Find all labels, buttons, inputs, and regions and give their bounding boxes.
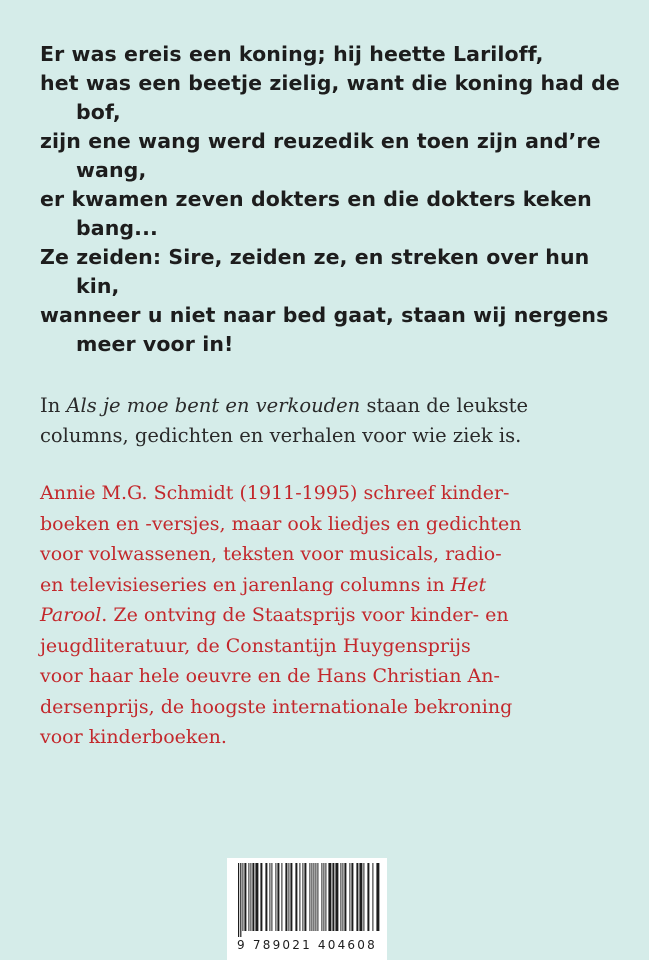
barcode-bar — [325, 863, 326, 931]
barcode-bar — [323, 863, 324, 931]
bio-line: voor kinderboeken. — [40, 726, 227, 748]
newspaper-title: Het — [450, 573, 487, 596]
barcode-bar — [281, 863, 282, 931]
barcode-bar — [248, 863, 249, 931]
barcode-bar — [313, 863, 314, 931]
barcode-bar — [363, 863, 364, 931]
intro-line: columns, gedichten en verhalen voor wie ziek is. — [40, 424, 522, 447]
poem-line: er kwamen zeven dokters en die dokters keken bang... — [40, 187, 592, 240]
barcode-bar — [356, 863, 358, 931]
bio-line: boeken en -versjes, maar ook liedjes en gedichten — [40, 512, 522, 535]
barcode-bar — [271, 863, 272, 931]
bio-line: dersenprijs, de hoogste internationale bekroning — [40, 695, 513, 718]
barcode-bar — [359, 863, 362, 931]
barcode-bar — [260, 863, 262, 931]
barcode-bar — [376, 863, 379, 931]
barcode-bar — [340, 863, 341, 931]
barcode-bar — [285, 863, 287, 931]
bio-line — [40, 570, 620, 601]
barcode-bar — [351, 863, 353, 931]
barcode-bar — [250, 863, 251, 931]
bio-text: en televisieseries en jarenlang columns in — [40, 573, 451, 596]
barcode-bar — [269, 863, 270, 931]
barcode-bar — [335, 863, 338, 931]
bio-line — [40, 600, 620, 631]
poem-excerpt — [40, 40, 620, 359]
barcode-bar — [255, 863, 258, 931]
newspaper-title: Parool — [40, 604, 102, 626]
poem-line: Er was ereis een koning; hij heette Lariloff, — [40, 42, 544, 66]
barcode-bar — [302, 863, 303, 931]
barcode-bar — [277, 863, 279, 931]
barcode-bar — [342, 863, 343, 931]
barcode-bar — [321, 863, 322, 931]
poem-line: wanneer u niet naar bed gaat, staan wij nergens meer voor in! — [40, 303, 609, 356]
barcode — [227, 858, 387, 960]
barcode-bar — [252, 863, 254, 931]
barcode-bar — [372, 863, 373, 931]
barcode-bar — [295, 863, 297, 931]
bio-text: . Ze ontving de Staatsprijs voor kinder- en — [101, 604, 509, 626]
barcode-bar — [367, 863, 369, 931]
intro-text: staan de leukste — [360, 394, 529, 417]
intro-line — [40, 391, 620, 421]
barcode-bar — [317, 863, 318, 931]
barcode-bar — [309, 863, 310, 931]
barcode-bar — [275, 863, 276, 931]
barcode-bar — [311, 863, 312, 931]
isbn-number: 9 789021 404608 — [237, 938, 377, 952]
barcode-bar — [332, 863, 334, 931]
barcode-bars — [232, 863, 382, 937]
poem-line: het was een beetje zielig, want die koning had de bof, — [40, 71, 620, 124]
poem-line: Ze zeiden: Sire, zeiden ze, en streken over hun kin, — [40, 245, 590, 298]
book-title: Als je moe bent en verkouden — [66, 394, 361, 417]
barcode-bar — [288, 863, 289, 931]
bio-line: jeugdliteratuur, de Constantijn Huygensprijs — [40, 634, 471, 657]
barcode-bar — [299, 863, 300, 931]
book-intro — [40, 391, 620, 451]
barcode-bar — [265, 863, 267, 931]
barcode-bar — [238, 863, 239, 937]
bio-line: voor haar hele oeuvre en de Hans Christian An- — [40, 665, 500, 687]
bio-line: voor volwassenen, teksten voor musicals, radio- — [40, 543, 502, 565]
barcode-bar — [349, 863, 350, 931]
barcode-bar — [244, 863, 246, 931]
barcode-bar — [242, 863, 243, 931]
poem-line: zijn ene wang werd reuzedik en toen zijn and’re wang, — [40, 129, 601, 182]
author-bio — [40, 478, 620, 753]
barcode-bar — [304, 863, 306, 931]
barcode-bar — [328, 863, 331, 931]
barcode-bar — [344, 863, 346, 931]
barcode-bar — [240, 863, 241, 937]
intro-prefix: In — [40, 394, 67, 417]
barcode-bar — [290, 863, 292, 931]
bio-line: Annie M.G. Schmidt (1911-1995) schreef kinder- — [40, 482, 510, 504]
barcode-bar — [315, 863, 316, 931]
